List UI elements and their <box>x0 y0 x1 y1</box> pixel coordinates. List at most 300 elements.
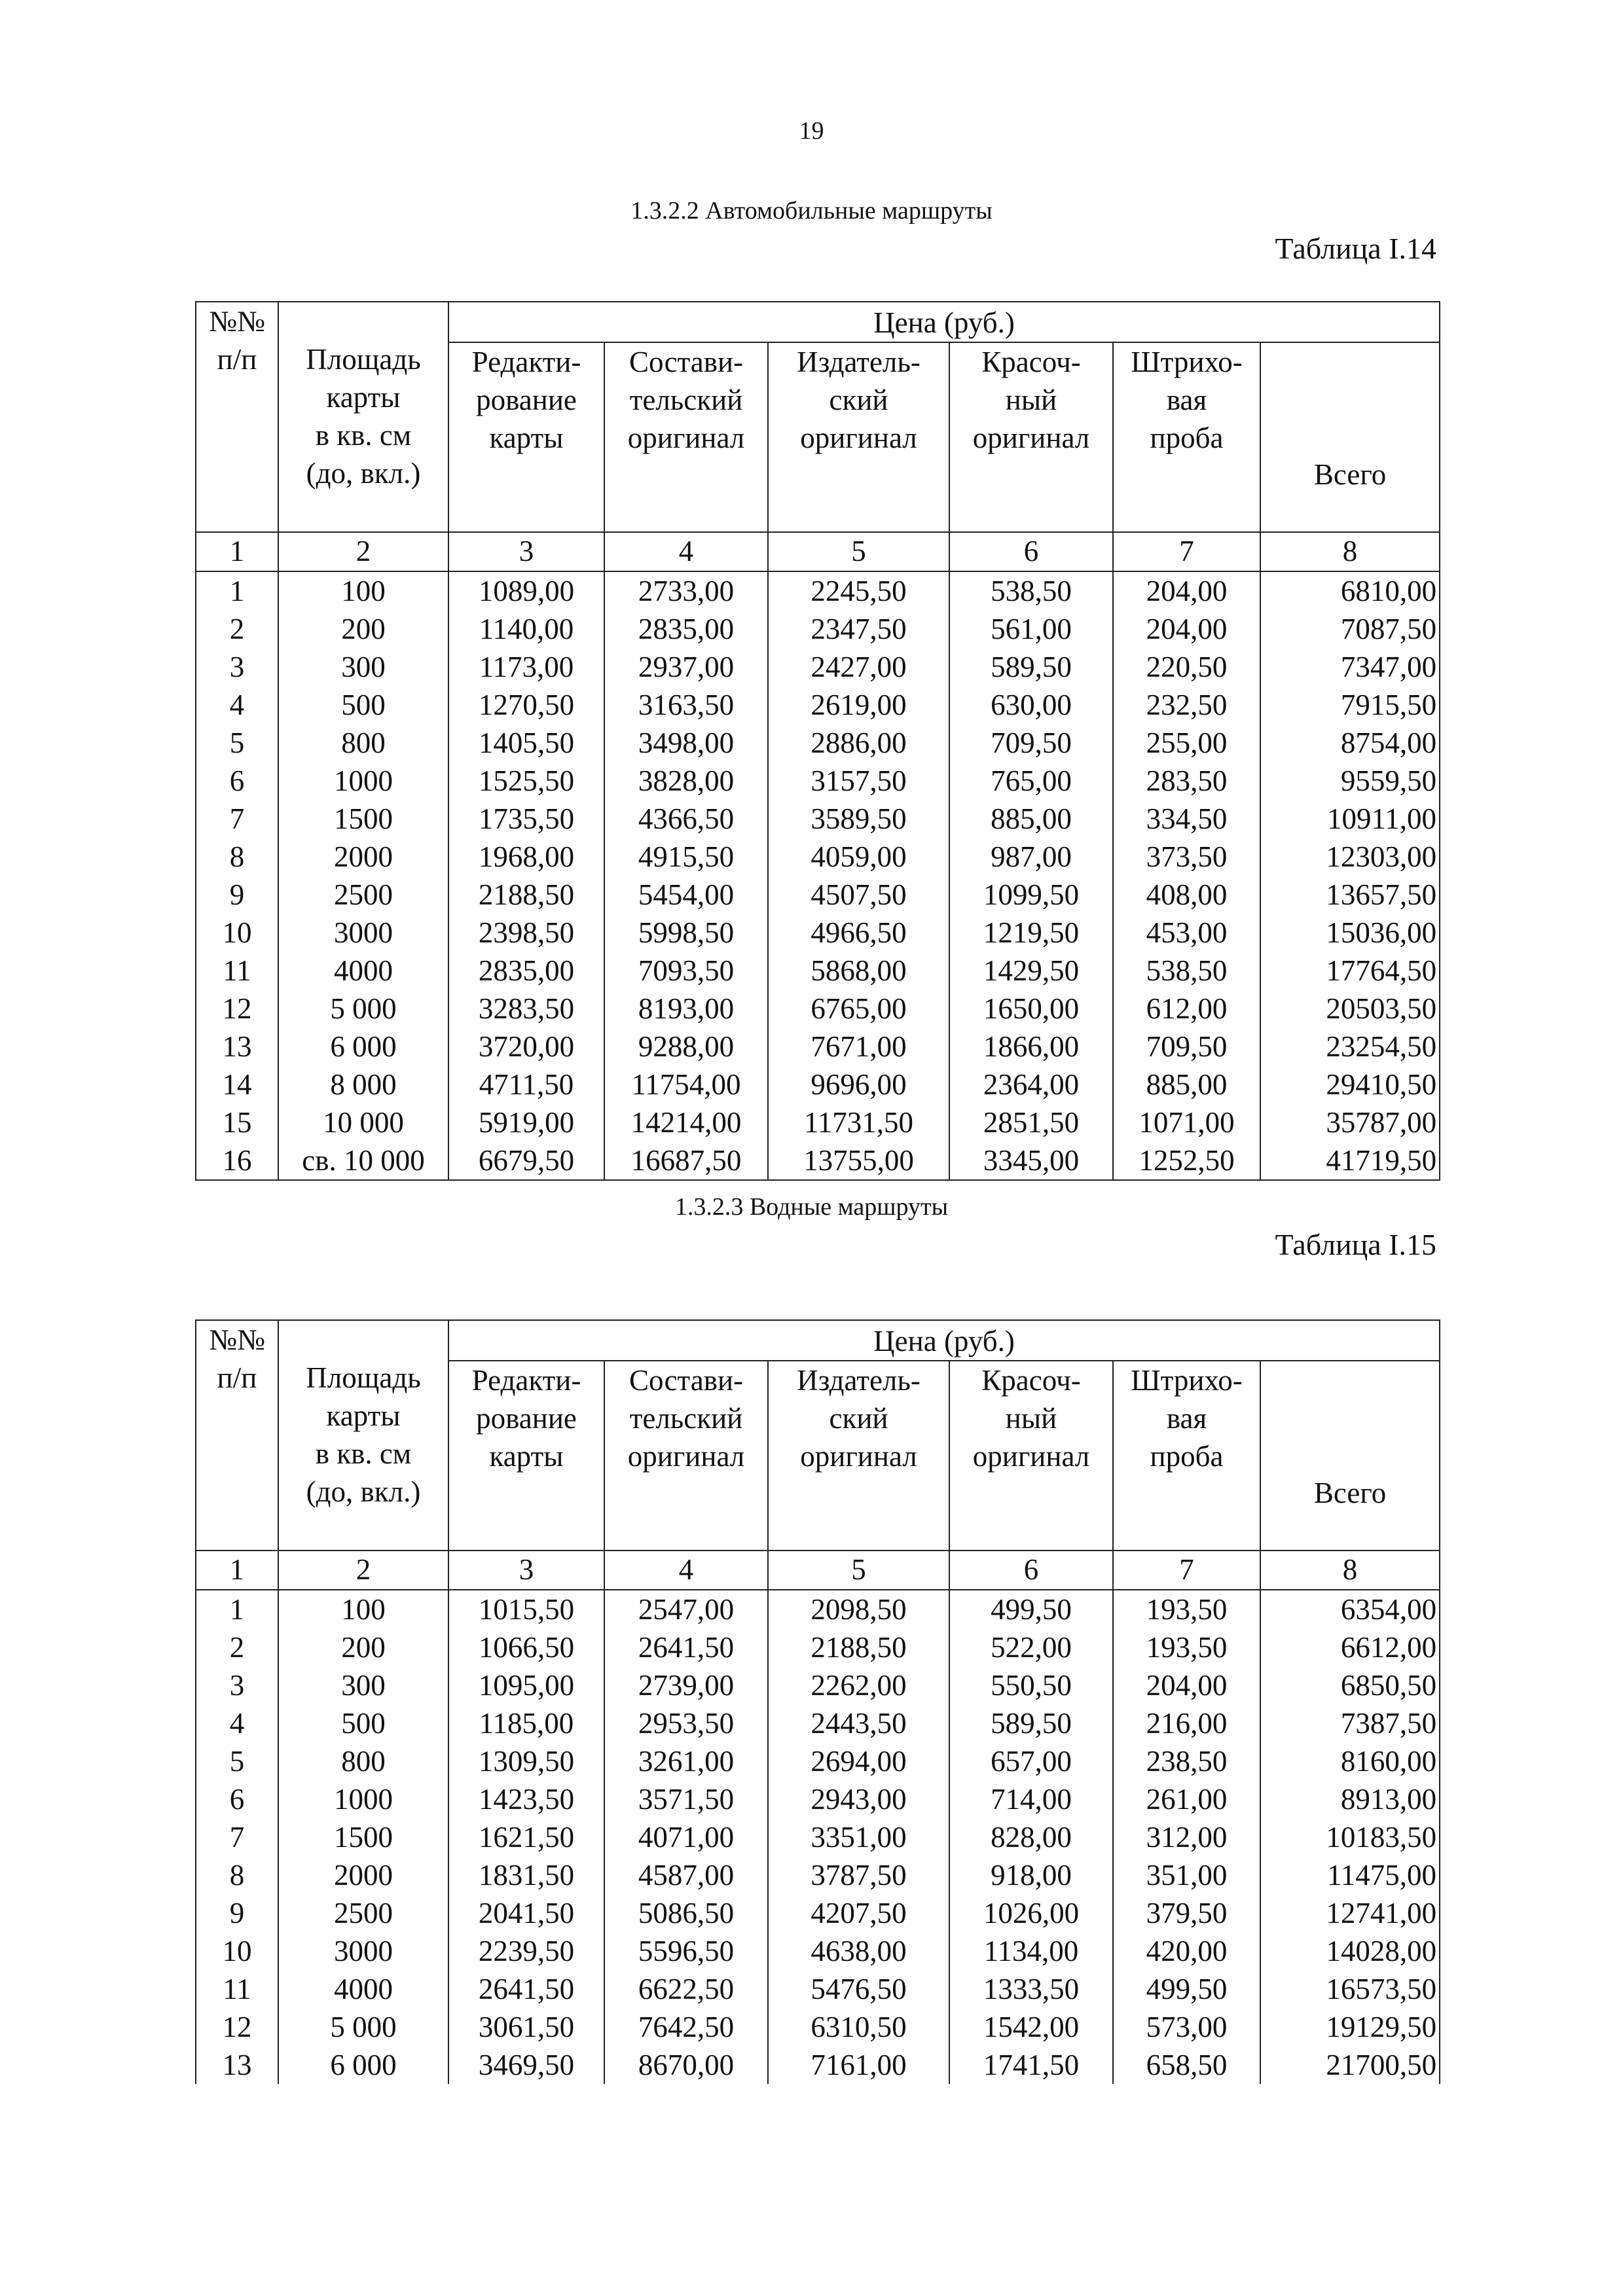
proof-cell: 499,50 <box>1113 1970 1260 2008</box>
editing-cell: 2239,50 <box>448 1932 604 1970</box>
column-number-4: 4 <box>604 1551 768 1590</box>
column-number-1: 1 <box>196 1551 278 1590</box>
publishing-cell: 5476,50 <box>768 1970 949 2008</box>
total-cell: 16573,50 <box>1260 1970 1440 2008</box>
area-cell: 500 <box>278 1704 448 1742</box>
table-row <box>196 914 1440 952</box>
row-number-cell: 15 <box>196 1103 278 1141</box>
proof-cell: 538,50 <box>1113 952 1260 990</box>
header-color-original: Красоч- ный оригинал <box>949 342 1113 532</box>
total-cell: 12741,00 <box>1260 1894 1440 1932</box>
column-number-5: 5 <box>768 1551 949 1590</box>
proof-cell: 232,50 <box>1113 686 1260 724</box>
publishing-cell: 2443,50 <box>768 1704 949 1742</box>
row-number-cell: 3 <box>196 1666 278 1704</box>
compilation-cell: 8670,00 <box>604 2046 768 2084</box>
publishing-cell: 13755,00 <box>768 1141 949 1180</box>
area-cell: 100 <box>278 571 448 610</box>
color-cell: 1099,50 <box>949 876 1113 914</box>
row-number-cell: 12 <box>196 2008 278 2046</box>
proof-cell: 379,50 <box>1113 1894 1260 1932</box>
table-row <box>196 1666 1440 1704</box>
proof-cell: 238,50 <box>1113 1742 1260 1780</box>
color-cell: 1741,50 <box>949 2046 1113 2084</box>
table-label-15: Таблица I.15 <box>1275 1228 1436 1261</box>
editing-cell: 1173,00 <box>448 648 604 686</box>
editing-cell: 1423,50 <box>448 1780 604 1818</box>
proof-cell: 709,50 <box>1113 1028 1260 1066</box>
total-cell: 35787,00 <box>1260 1103 1440 1141</box>
compilation-cell: 14214,00 <box>604 1103 768 1141</box>
total-cell: 13657,50 <box>1260 876 1440 914</box>
header-price-group: Цена (руб.) <box>448 302 1440 342</box>
table-15-body <box>196 1590 1440 2084</box>
publishing-cell: 9696,00 <box>768 1066 949 1103</box>
area-cell: 200 <box>278 610 448 648</box>
area-cell: 800 <box>278 1742 448 1780</box>
compilation-cell: 8193,00 <box>604 990 768 1028</box>
editing-cell: 3720,00 <box>448 1028 604 1066</box>
compilation-cell: 3498,00 <box>604 724 768 762</box>
proof-cell: 351,00 <box>1113 1856 1260 1894</box>
proof-cell: 612,00 <box>1113 990 1260 1028</box>
color-cell: 918,00 <box>949 1856 1113 1894</box>
total-cell: 9559,50 <box>1260 762 1440 800</box>
table-row <box>196 1780 1440 1818</box>
color-cell: 550,50 <box>949 1666 1113 1704</box>
color-cell: 589,50 <box>949 1704 1113 1742</box>
publishing-cell: 2886,00 <box>768 724 949 762</box>
total-cell: 11475,00 <box>1260 1856 1440 1894</box>
compilation-cell: 3261,00 <box>604 1742 768 1780</box>
proof-cell: 193,50 <box>1113 1590 1260 1628</box>
compilation-cell: 4071,00 <box>604 1818 768 1856</box>
proof-cell: 420,00 <box>1113 1932 1260 1970</box>
editing-cell: 4711,50 <box>448 1066 604 1103</box>
table-row <box>196 990 1440 1028</box>
header-color-original: Красоч- ный оригинал <box>949 1361 1113 1551</box>
publishing-cell: 2427,00 <box>768 648 949 686</box>
proof-cell: 658,50 <box>1113 2046 1260 2084</box>
table-label-14: Таблица I.14 <box>1275 232 1436 265</box>
area-cell: 300 <box>278 648 448 686</box>
table-row <box>196 610 1440 648</box>
compilation-cell: 2835,00 <box>604 610 768 648</box>
table-row <box>196 1590 1440 1628</box>
row-number-cell: 7 <box>196 800 278 838</box>
color-cell: 714,00 <box>949 1780 1113 1818</box>
column-number-6: 6 <box>949 532 1113 571</box>
row-number-cell: 6 <box>196 1780 278 1818</box>
row-number-cell: 14 <box>196 1066 278 1103</box>
publishing-cell: 2347,50 <box>768 610 949 648</box>
table-row <box>196 1932 1440 1970</box>
proof-cell: 220,50 <box>1113 648 1260 686</box>
area-cell: 8 000 <box>278 1066 448 1103</box>
compilation-cell: 2953,50 <box>604 1704 768 1742</box>
column-number-5: 5 <box>768 532 949 571</box>
color-cell: 522,00 <box>949 1628 1113 1666</box>
editing-cell: 1140,00 <box>448 610 604 648</box>
header-total: Всего <box>1260 1361 1440 1551</box>
publishing-cell: 2245,50 <box>768 571 949 610</box>
editing-cell: 1270,50 <box>448 686 604 724</box>
table-row <box>196 952 1440 990</box>
column-number-2: 2 <box>278 1551 448 1590</box>
table-row <box>196 2046 1440 2084</box>
editing-cell: 2641,50 <box>448 1970 604 2008</box>
area-cell: 6 000 <box>278 1028 448 1066</box>
compilation-cell: 4587,00 <box>604 1856 768 1894</box>
editing-cell: 1405,50 <box>448 724 604 762</box>
total-cell: 15036,00 <box>1260 914 1440 952</box>
publishing-cell: 2188,50 <box>768 1628 949 1666</box>
row-number-cell: 12 <box>196 990 278 1028</box>
compilation-cell: 2937,00 <box>604 648 768 686</box>
header-map-area: Площадь карты в кв. см (до, вкл.) <box>278 302 448 532</box>
area-cell: 2000 <box>278 838 448 876</box>
header-compilation-original: Состави- тельский оригинал <box>604 342 768 532</box>
row-number-cell: 2 <box>196 1628 278 1666</box>
editing-cell: 1309,50 <box>448 1742 604 1780</box>
proof-cell: 373,50 <box>1113 838 1260 876</box>
color-cell: 3345,00 <box>949 1141 1113 1180</box>
total-cell: 6354,00 <box>1260 1590 1440 1628</box>
total-cell: 7915,50 <box>1260 686 1440 724</box>
row-number-cell: 2 <box>196 610 278 648</box>
row-number-cell: 8 <box>196 1856 278 1894</box>
proof-cell: 255,00 <box>1113 724 1260 762</box>
area-cell: 5 000 <box>278 2008 448 2046</box>
editing-cell: 3283,50 <box>448 990 604 1028</box>
row-number-cell: 3 <box>196 648 278 686</box>
area-cell: 1000 <box>278 1780 448 1818</box>
editing-cell: 1735,50 <box>448 800 604 838</box>
table-14-body <box>196 571 1440 1180</box>
row-number-cell: 4 <box>196 686 278 724</box>
price-table-15 <box>195 1319 1440 2084</box>
proof-cell: 193,50 <box>1113 1628 1260 1666</box>
column-number-3: 3 <box>448 1551 604 1590</box>
row-number-cell: 9 <box>196 876 278 914</box>
area-cell: 4000 <box>278 952 448 990</box>
editing-cell: 3061,50 <box>448 2008 604 2046</box>
compilation-cell: 2739,00 <box>604 1666 768 1704</box>
area-cell: 2500 <box>278 1894 448 1932</box>
compilation-cell: 7093,50 <box>604 952 768 990</box>
proof-cell: 334,50 <box>1113 800 1260 838</box>
editing-cell: 5919,00 <box>448 1103 604 1141</box>
color-cell: 1134,00 <box>949 1932 1113 1970</box>
column-number-1: 1 <box>196 532 278 571</box>
row-number-cell: 10 <box>196 914 278 952</box>
total-cell: 20503,50 <box>1260 990 1440 1028</box>
proof-cell: 204,00 <box>1113 571 1260 610</box>
header-compilation-original: Состави- тельский оригинал <box>604 1361 768 1551</box>
proof-cell: 204,00 <box>1113 1666 1260 1704</box>
header-editing: Редакти- рование карты <box>448 1361 604 1551</box>
compilation-cell: 5596,50 <box>604 1932 768 1970</box>
total-cell: 14028,00 <box>1260 1932 1440 1970</box>
total-cell: 7387,50 <box>1260 1704 1440 1742</box>
editing-cell: 1089,00 <box>448 571 604 610</box>
editing-cell: 1015,50 <box>448 1590 604 1628</box>
editing-cell: 6679,50 <box>448 1141 604 1180</box>
table-row <box>196 1628 1440 1666</box>
color-cell: 765,00 <box>949 762 1113 800</box>
total-cell: 17764,50 <box>1260 952 1440 990</box>
proof-cell: 216,00 <box>1113 1704 1260 1742</box>
publishing-cell: 3157,50 <box>768 762 949 800</box>
row-number-cell: 6 <box>196 762 278 800</box>
total-cell: 6850,50 <box>1260 1666 1440 1704</box>
area-cell: 500 <box>278 686 448 724</box>
column-number-7: 7 <box>1113 1551 1260 1590</box>
table-row <box>196 1894 1440 1932</box>
table-row <box>196 724 1440 762</box>
row-number-cell: 1 <box>196 1590 278 1628</box>
area-cell: 1500 <box>278 1818 448 1856</box>
editing-cell: 1831,50 <box>448 1856 604 1894</box>
total-cell: 41719,50 <box>1260 1141 1440 1180</box>
total-cell: 6612,00 <box>1260 1628 1440 1666</box>
color-cell: 538,50 <box>949 571 1113 610</box>
color-cell: 499,50 <box>949 1590 1113 1628</box>
proof-cell: 204,00 <box>1113 610 1260 648</box>
proof-cell: 453,00 <box>1113 914 1260 952</box>
area-cell: 1500 <box>278 800 448 838</box>
total-cell: 8913,00 <box>1260 1780 1440 1818</box>
row-number-cell: 16 <box>196 1141 278 1180</box>
publishing-cell: 7671,00 <box>768 1028 949 1066</box>
compilation-cell: 5086,50 <box>604 1894 768 1932</box>
table-row <box>196 1103 1440 1141</box>
area-cell: 10 000 <box>278 1103 448 1141</box>
publishing-cell: 2694,00 <box>768 1742 949 1780</box>
table-row <box>196 1856 1440 1894</box>
compilation-cell: 16687,50 <box>604 1141 768 1180</box>
publishing-cell: 3589,50 <box>768 800 949 838</box>
table-row <box>196 1141 1440 1180</box>
compilation-cell: 6622,50 <box>604 1970 768 2008</box>
compilation-cell: 2547,00 <box>604 1590 768 1628</box>
row-number-cell: 1 <box>196 571 278 610</box>
area-cell: 100 <box>278 1590 448 1628</box>
publishing-cell: 4059,00 <box>768 838 949 876</box>
price-table-14 <box>195 301 1440 1181</box>
proof-cell: 408,00 <box>1113 876 1260 914</box>
color-cell: 561,00 <box>949 610 1113 648</box>
table-row <box>196 762 1440 800</box>
publishing-cell: 2619,00 <box>768 686 949 724</box>
publishing-cell: 3787,50 <box>768 1856 949 1894</box>
area-cell: 3000 <box>278 1932 448 1970</box>
row-number-cell: 5 <box>196 1742 278 1780</box>
header-price-group: Цена (руб.) <box>448 1320 1440 1361</box>
table-row <box>196 2008 1440 2046</box>
header-row-number: №№ п/п <box>196 1320 278 1551</box>
proof-cell: 1071,00 <box>1113 1103 1260 1141</box>
area-cell: 4000 <box>278 1970 448 2008</box>
total-cell: 7087,50 <box>1260 610 1440 648</box>
row-number-cell: 11 <box>196 1970 278 2008</box>
area-cell: 300 <box>278 1666 448 1704</box>
page-number: 19 <box>799 117 824 145</box>
column-number-8: 8 <box>1260 1551 1440 1590</box>
table-row <box>196 1742 1440 1780</box>
table-row <box>196 1970 1440 2008</box>
editing-cell: 1525,50 <box>448 762 604 800</box>
publishing-cell: 4638,00 <box>768 1932 949 1970</box>
area-cell: 800 <box>278 724 448 762</box>
publishing-cell: 6765,00 <box>768 990 949 1028</box>
proof-cell: 885,00 <box>1113 1066 1260 1103</box>
publishing-cell: 4507,50 <box>768 876 949 914</box>
section-heading-water-routes: 1.3.2.3 Водные маршруты <box>674 1193 949 1221</box>
editing-cell: 1621,50 <box>448 1818 604 1856</box>
proof-cell: 573,00 <box>1113 2008 1260 2046</box>
section-heading-road-routes: 1.3.2.2 Автомобильные маршруты <box>630 197 993 224</box>
color-cell: 2851,50 <box>949 1103 1113 1141</box>
area-cell: св. 10 000 <box>278 1141 448 1180</box>
table-row <box>196 838 1440 876</box>
total-cell: 10911,00 <box>1260 800 1440 838</box>
compilation-cell: 7642,50 <box>604 2008 768 2046</box>
color-cell: 1219,50 <box>949 914 1113 952</box>
row-number-cell: 4 <box>196 1704 278 1742</box>
compilation-cell: 3163,50 <box>604 686 768 724</box>
table-row <box>196 648 1440 686</box>
table-row <box>196 1704 1440 1742</box>
header-publishing-original: Издатель- ский оригинал <box>768 342 949 532</box>
header-editing: Редакти- рование карты <box>448 342 604 532</box>
total-cell: 6810,00 <box>1260 571 1440 610</box>
column-number-7: 7 <box>1113 532 1260 571</box>
color-cell: 2364,00 <box>949 1066 1113 1103</box>
editing-cell: 1095,00 <box>448 1666 604 1704</box>
table-row <box>196 571 1440 610</box>
total-cell: 7347,00 <box>1260 648 1440 686</box>
color-cell: 657,00 <box>949 1742 1113 1780</box>
proof-cell: 1252,50 <box>1113 1141 1260 1180</box>
row-number-cell: 11 <box>196 952 278 990</box>
total-cell: 10183,50 <box>1260 1818 1440 1856</box>
compilation-cell: 3571,50 <box>604 1780 768 1818</box>
header-line-proof: Штрихо- вая проба <box>1113 342 1260 532</box>
color-cell: 1866,00 <box>949 1028 1113 1066</box>
compilation-cell: 4915,50 <box>604 838 768 876</box>
compilation-cell: 2641,50 <box>604 1628 768 1666</box>
publishing-cell: 4966,50 <box>768 914 949 952</box>
proof-cell: 261,00 <box>1113 1780 1260 1818</box>
editing-cell: 1185,00 <box>448 1704 604 1742</box>
publishing-cell: 2943,00 <box>768 1780 949 1818</box>
row-number-cell: 7 <box>196 1818 278 1856</box>
editing-cell: 2398,50 <box>448 914 604 952</box>
color-cell: 987,00 <box>949 838 1113 876</box>
compilation-cell: 5998,50 <box>604 914 768 952</box>
compilation-cell: 9288,00 <box>604 1028 768 1066</box>
total-cell: 12303,00 <box>1260 838 1440 876</box>
area-cell: 2500 <box>278 876 448 914</box>
column-number-8: 8 <box>1260 532 1440 571</box>
row-number-cell: 13 <box>196 2046 278 2084</box>
area-cell: 5 000 <box>278 990 448 1028</box>
total-cell: 29410,50 <box>1260 1066 1440 1103</box>
compilation-cell: 5454,00 <box>604 876 768 914</box>
area-cell: 6 000 <box>278 2046 448 2084</box>
publishing-cell: 5868,00 <box>768 952 949 990</box>
total-cell: 8754,00 <box>1260 724 1440 762</box>
publishing-cell: 3351,00 <box>768 1818 949 1856</box>
color-cell: 1650,00 <box>949 990 1113 1028</box>
column-number-4: 4 <box>604 532 768 571</box>
compilation-cell: 2733,00 <box>604 571 768 610</box>
proof-cell: 283,50 <box>1113 762 1260 800</box>
column-number-6: 6 <box>949 1551 1113 1590</box>
compilation-cell: 4366,50 <box>604 800 768 838</box>
editing-cell: 1066,50 <box>448 1628 604 1666</box>
total-cell: 8160,00 <box>1260 1742 1440 1780</box>
publishing-cell: 11731,50 <box>768 1103 949 1141</box>
color-cell: 828,00 <box>949 1818 1113 1856</box>
table-row <box>196 800 1440 838</box>
editing-cell: 2835,00 <box>448 952 604 990</box>
compilation-cell: 11754,00 <box>604 1066 768 1103</box>
area-cell: 2000 <box>278 1856 448 1894</box>
area-cell: 1000 <box>278 762 448 800</box>
row-number-cell: 10 <box>196 1932 278 1970</box>
publishing-cell: 6310,50 <box>768 2008 949 2046</box>
header-map-area: Площадь карты в кв. см (до, вкл.) <box>278 1320 448 1551</box>
table-row <box>196 686 1440 724</box>
color-cell: 885,00 <box>949 800 1113 838</box>
row-number-cell: 5 <box>196 724 278 762</box>
area-cell: 3000 <box>278 914 448 952</box>
color-cell: 1429,50 <box>949 952 1113 990</box>
total-cell: 21700,50 <box>1260 2046 1440 2084</box>
compilation-cell: 3828,00 <box>604 762 768 800</box>
color-cell: 709,50 <box>949 724 1113 762</box>
editing-cell: 3469,50 <box>448 2046 604 2084</box>
total-cell: 19129,50 <box>1260 2008 1440 2046</box>
total-cell: 23254,50 <box>1260 1028 1440 1066</box>
area-cell: 200 <box>278 1628 448 1666</box>
color-cell: 1026,00 <box>949 1894 1113 1932</box>
column-number-2: 2 <box>278 532 448 571</box>
row-number-cell: 9 <box>196 1894 278 1932</box>
column-number-3: 3 <box>448 532 604 571</box>
header-row-number: №№ п/п <box>196 302 278 532</box>
color-cell: 1333,50 <box>949 1970 1113 2008</box>
header-line-proof: Штрихо- вая проба <box>1113 1361 1260 1551</box>
publishing-cell: 2262,00 <box>768 1666 949 1704</box>
table-row <box>196 1066 1440 1103</box>
editing-cell: 2188,50 <box>448 876 604 914</box>
proof-cell: 312,00 <box>1113 1818 1260 1856</box>
publishing-cell: 4207,50 <box>768 1894 949 1932</box>
table-row <box>196 1028 1440 1066</box>
color-cell: 1542,00 <box>949 2008 1113 2046</box>
row-number-cell: 8 <box>196 838 278 876</box>
editing-cell: 1968,00 <box>448 838 604 876</box>
table-row <box>196 1818 1440 1856</box>
color-cell: 630,00 <box>949 686 1113 724</box>
color-cell: 589,50 <box>949 648 1113 686</box>
row-number-cell: 13 <box>196 1028 278 1066</box>
table-row <box>196 876 1440 914</box>
header-publishing-original: Издатель- ский оригинал <box>768 1361 949 1551</box>
